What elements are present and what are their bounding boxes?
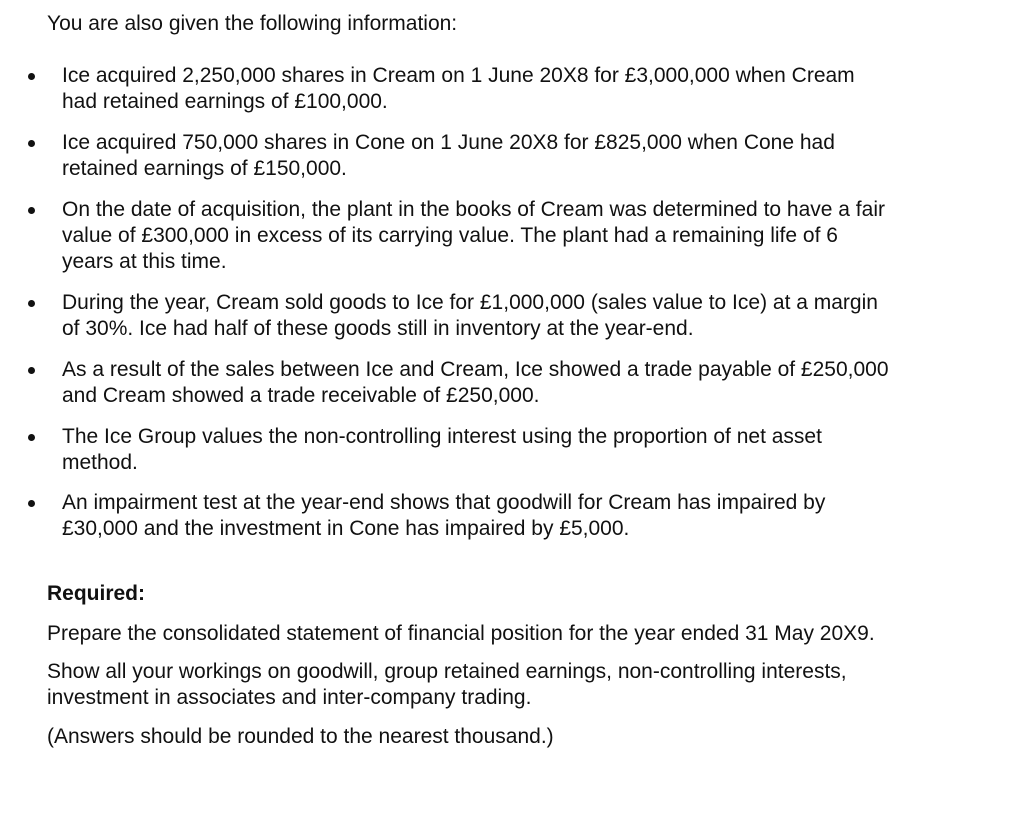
text-line: £30,000 and the investment in Cone has impaired by £5,000. (62, 517, 630, 540)
list-item-text (62, 63, 992, 115)
list-item-text (62, 490, 992, 542)
text-line: Ice acquired 750,000 shares in Cone on 1 June 20X8 for £825,000 when Cone had (62, 131, 835, 154)
text-line: As a result of the sales between Ice and Cream, Ice showed a trade payable of £250,000 (62, 358, 889, 381)
rounding-note: (Answers should be rounded to the nearest thousand.) (47, 725, 554, 748)
bullet-icon (28, 500, 35, 507)
text-line: The Ice Group values the non-controlling interest using the proportion of net asset (62, 425, 822, 448)
bullet-icon (28, 434, 35, 441)
text-line: On the date of acquisition, the plant in the books of Cream was determined to have a fair (62, 198, 885, 221)
workings-text (47, 659, 987, 711)
list-item-text (62, 197, 992, 275)
text-line: retained earnings of £150,000. (62, 157, 347, 180)
text-line: and Cream showed a trade receivable of £250,000. (62, 384, 540, 407)
text-line: of 30%. Ice had half of these goods still in inventory at the year-end. (62, 317, 694, 340)
text-line: During the year, Cream sold goods to Ice for £1,000,000 (sales value to Ice) at a margin (62, 291, 878, 314)
required-heading: Required: (47, 582, 146, 605)
list-item-text (62, 130, 992, 182)
bullet-icon (28, 367, 35, 374)
bullet-icon (28, 207, 35, 214)
list-item-text (62, 357, 992, 409)
text-line: Ice acquired 2,250,000 shares in Cream on 1 June 20X8 for £3,000,000 when Cream (62, 64, 855, 87)
text-line: An impairment test at the year-end shows that goodwill for Cream has impaired by (62, 491, 826, 514)
bullet-icon (28, 300, 35, 307)
text-line: had retained earnings of £100,000. (62, 90, 388, 113)
list-item-text (62, 424, 992, 476)
bullet-icon (28, 73, 35, 80)
bullet-icon (28, 140, 35, 147)
list-item-text (62, 290, 992, 342)
text-line: value of £300,000 in excess of its carrying value. The plant had a remaining life of 6 (62, 224, 838, 247)
intro-text: You are also given the following information: (47, 12, 458, 35)
text-line: method. (62, 451, 138, 474)
text-line: investment in associates and inter-company trading. (47, 686, 532, 709)
text-line: years at this time. (62, 250, 227, 273)
text-line: Show all your workings on goodwill, group retained earnings, non-controlling interests, (47, 660, 847, 683)
instruction-text: Prepare the consolidated statement of financial position for the year ended 31 May 20X9. (47, 622, 875, 645)
